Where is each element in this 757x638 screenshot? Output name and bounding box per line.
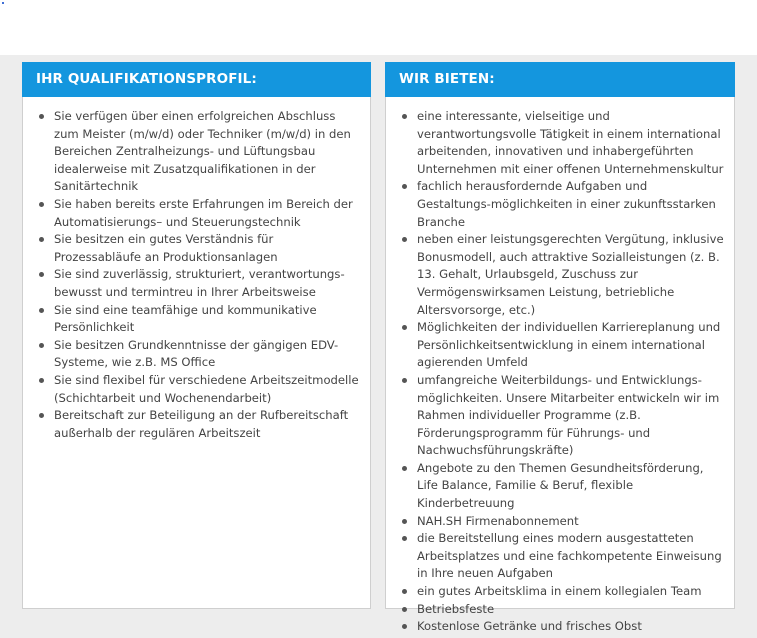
list-item: Betriebsfeste (402, 601, 724, 619)
qualification-title: IHR QUALIFIKATIONSPROFIL: (22, 62, 371, 97)
list-item: Kostenlose Getränke und frisches Obst (402, 618, 724, 636)
qualification-card (22, 62, 371, 609)
list-item: die Bereitstellung eines modern ausgestatteten Arbeitsplatzes und eine fachkompetente Einweisung in Ihre neuen Aufgaben (402, 530, 724, 583)
list-item: Sie haben bereits erste Erfahrungen im Bereich der Automatisierungs– und Steuerungstechnik (39, 196, 360, 231)
corner-mark (2, 2, 4, 4)
list-item: Sie verfügen über einen erfolgreichen Abschluss zum Meister (m/w/d) oder Techniker (m/w/d) in den Bereichen Zentralheizungs- und Lüftungsbau idealerweise mit Zusatzqualifikationen in der Sanitärtechnik (39, 108, 360, 196)
list-item: neben einer leistungsgerechten Vergütung, inklusive Bonusmodell, auch attraktive Sozialleistungen (z. B. 13. Gehalt, Urlaubsgeld, Zuschuss zur Vermögenswirksamen Leistung, betriebliche Altersvorsorge, etc.) (402, 231, 724, 319)
list-item: Sie sind flexibel für verschiedene Arbeitszeitmodelle (Schichtarbeit und Wochenendarbeit) (39, 372, 360, 407)
offer-title: WIR BIETEN: (385, 62, 735, 97)
list-item: Sie besitzen ein gutes Verständnis für Prozessabläufe an Produktionsanlagen (39, 231, 360, 266)
page-top (0, 0, 757, 55)
offer-card (385, 62, 735, 634)
list-item: umfangreiche Weiterbildungs- und Entwicklungs-möglichkeiten. Unsere Mitarbeiter entwickeln wir im Rahmen individueller Programme (z.B. Förderungsprogramm für Führungs- und Nachwuchsführungskräfte) (402, 372, 724, 460)
list-item: Sie sind zuverlässig, strukturiert, verantwortungs-bewusst und termintreu in Ihrer Arbeitsweise (39, 266, 360, 301)
list-item: Bereitschaft zur Beteiligung an der Rufbereitschaft außerhalb der regulären Arbeitszeit (39, 407, 360, 442)
list-item: eine interessante, vielseitige und verantwortungsvolle Tätigkeit in einem international arbeitenden, innovativen und inhabergeführten Unternehmen mit einer offenen Unternehmenskultur (402, 108, 724, 178)
list-item: Sie sind eine teamfähige und kommunikative Persönlichkeit (39, 302, 360, 337)
list-item: NAH.SH Firmenabonnement (402, 513, 724, 531)
list-item: Angebote zu den Themen Gesundheitsförderung, Life Balance, Familie & Beruf, flexible Kinderbetreuung (402, 460, 724, 513)
list-item: Möglichkeiten der individuellen Karriereplanung und Persönlichkeitsentwicklung in einem international agierenden Umfeld (402, 319, 724, 372)
list-item: fachlich herausfordernde Aufgaben und Gestaltungs-möglichkeiten in einer zukunftsstarken Branche (402, 178, 724, 231)
offer-list (386, 97, 734, 636)
qualification-list (23, 97, 370, 442)
list-item: Sie besitzen Grundkenntnisse der gängigen EDV-Systeme, wie z.B. MS Office (39, 337, 360, 372)
list-item: ein gutes Arbeitsklima in einem kollegialen Team (402, 583, 724, 601)
